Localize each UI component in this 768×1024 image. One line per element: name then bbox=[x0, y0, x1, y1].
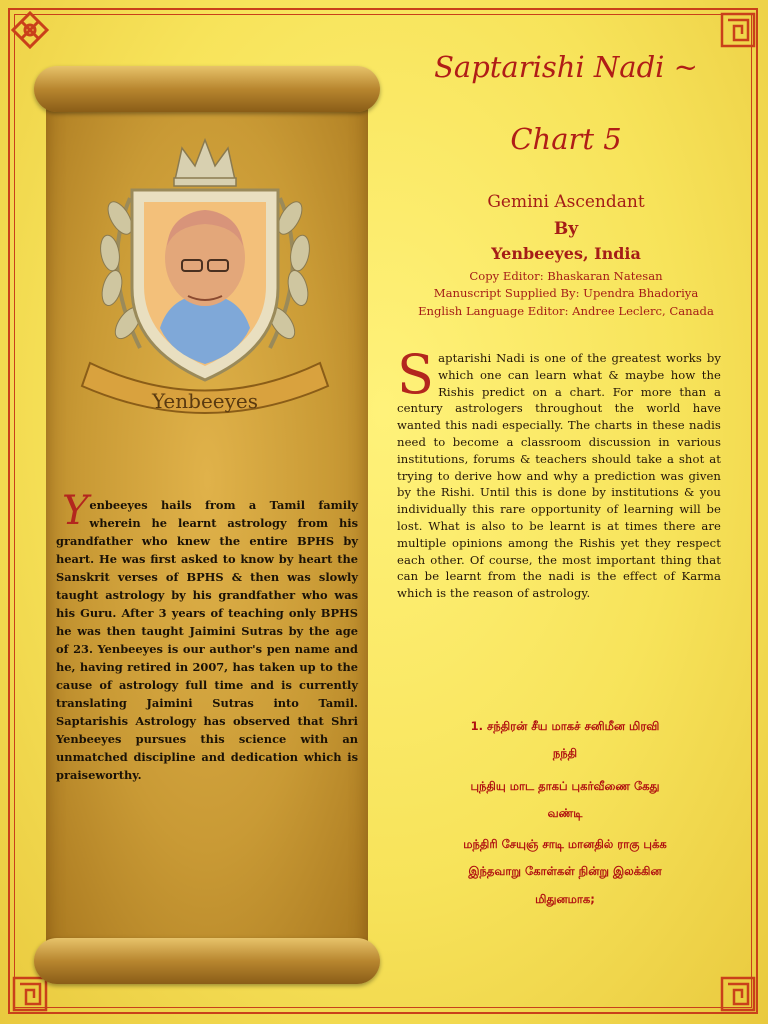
bio-dropcap: Y bbox=[62, 488, 89, 534]
intro-paragraph bbox=[397, 343, 721, 602]
author-emblem bbox=[70, 118, 340, 428]
meander-corner-icon bbox=[718, 10, 758, 50]
meander-corner-icon bbox=[718, 974, 758, 1014]
verse-line: நந்தி bbox=[552, 746, 578, 760]
emblem-name: Yenbeeyes bbox=[151, 389, 259, 413]
credit-line: English Language Editor: Andree Leclerc, Canada bbox=[418, 304, 714, 318]
by-label: By bbox=[553, 219, 579, 239]
page-title-chart: Chart 5 bbox=[510, 122, 622, 156]
verse-line: மந்திரி சேயுஞ் சாடி மானதில் ராகு புக்க bbox=[463, 837, 667, 851]
endless-knot-icon bbox=[10, 10, 50, 50]
subtitle: Gemini Ascendant bbox=[487, 192, 645, 212]
author-name: Yenbeeyes, India bbox=[491, 244, 641, 263]
scroll-top-roll bbox=[34, 66, 380, 112]
verse-line: வண்டி bbox=[547, 806, 583, 820]
crown-icon bbox=[174, 140, 236, 186]
author-portrait bbox=[160, 210, 250, 364]
scroll-bottom-roll bbox=[34, 938, 380, 984]
verse-line: இந்தவாறு கோள்கள் நின்று இலக்கின bbox=[468, 864, 662, 878]
verse-line: புந்தியு மாட தாகப் புகர்வீணை கேது bbox=[470, 779, 660, 793]
page-title: Saptarishi Nadi ~ bbox=[434, 50, 698, 84]
bio-text: enbeeyes hails from a Tamil family wherein he learnt astrology from his grandfather who knew the entire BPHS by heart. He was first asked to know by heart the Sanskrit verses of BPHS & then was slowly taught astrology by his grandfather who was his Guru. After 3 years of teaching only BPHS he was then taught Jaimini Sutras by the age of 23. Yenbeeyes is our author's pen name and he, having retired in 2007, has taken up to the cause of astrology full time and is currently translating Jaimini Sutras into Tamil. Saptarishis Astrology has observed that Shri Yenbeeyes pursues this science with an unmatched discipline and dedication which is praiseworthy. bbox=[56, 498, 358, 782]
credit-line: Copy Editor: Bhaskaran Natesan bbox=[469, 269, 663, 283]
intro-dropcap: S bbox=[397, 343, 435, 406]
verse-line: 1. சந்திரன் சீய மாகச் சனிமீன மிரவி bbox=[470, 719, 660, 733]
intro-text: aptarishi Nadi is one of the greatest works by which one can learn what & maybe how the Rishis predict on a chart. For more than a century astrologers throughout the world have wanted this nadi especially. The charts in these nadis need to become a classroom discussion in various institutions, forums & teachers should take a shot at trying to derive how and why a prediction was given by the Rishi. Until this is done by institutions & you individually this rare opportunity of learning will be lost. What is also to be learnt is at times there are multiple opinions among the Rishis yet they respect each other. Of course, the most important thing that can be learnt from the nadi is the effect of Karma which is the reason of astrology. bbox=[397, 351, 721, 601]
credit-line: Manuscript Supplied By: Upendra Bhadoriya bbox=[433, 286, 699, 300]
author-bio bbox=[56, 488, 358, 784]
verse-line: மிதுனமாக; bbox=[535, 892, 595, 906]
